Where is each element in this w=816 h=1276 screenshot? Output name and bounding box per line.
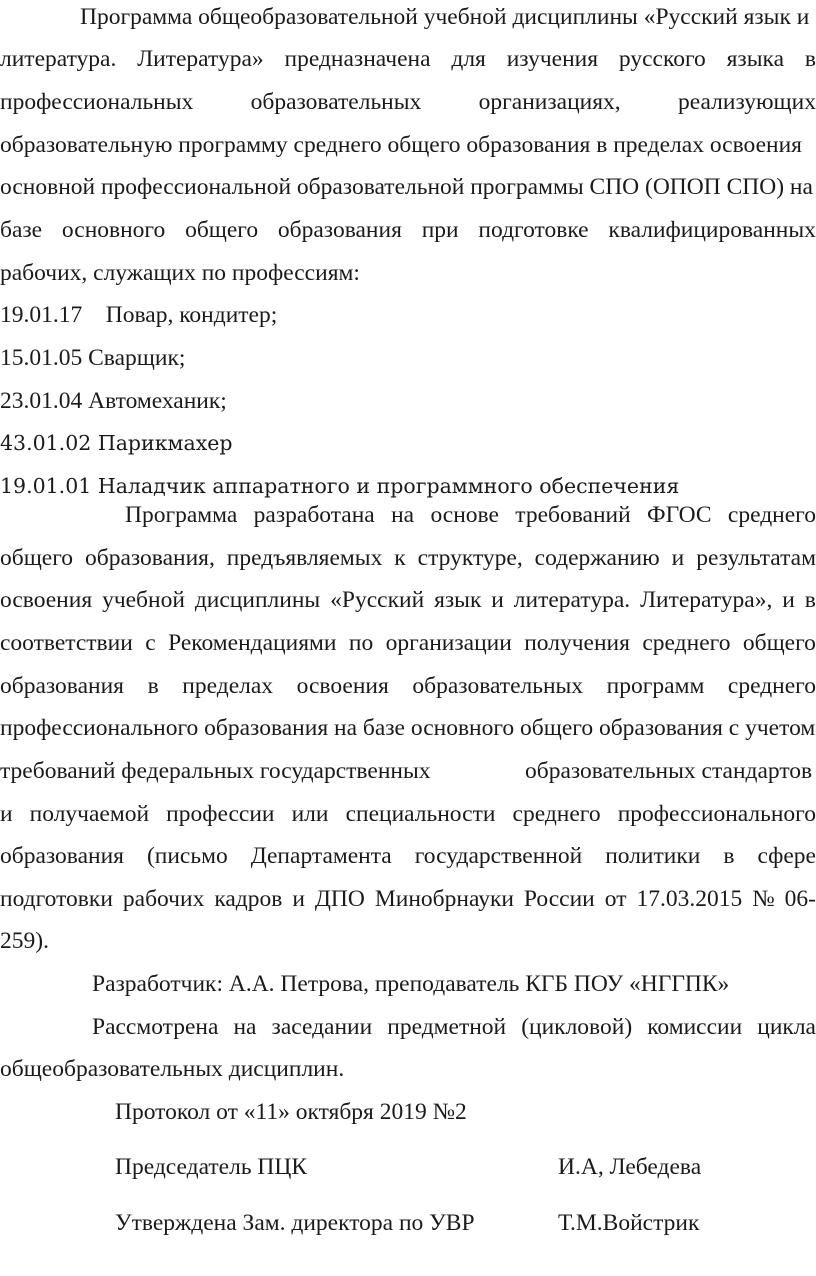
- word: кадров: [214, 886, 283, 912]
- word: сфере: [757, 843, 816, 869]
- word: разработана: [253, 502, 375, 528]
- word: литература.: [513, 587, 631, 613]
- word: и: [671, 545, 685, 571]
- word: и: [491, 587, 504, 613]
- word: пределах: [182, 673, 274, 699]
- word: Литература»: [137, 46, 264, 72]
- word: подготовке: [478, 217, 589, 243]
- word: освоения: [296, 673, 389, 699]
- paragraph-2-line-7b: образовательных стандартов: [525, 758, 813, 784]
- word: языка: [726, 46, 784, 72]
- paragraph-1-line-5: основной профессиональной образовательной программы СПО (ОПОП СПО) на: [0, 174, 813, 200]
- word: основе: [430, 502, 499, 528]
- paragraph-2-line-6: профессионального образования на базе основного общего образования с учетом: [0, 715, 816, 741]
- word: для: [451, 46, 486, 72]
- word: среднего: [512, 801, 601, 827]
- word: профессии: [166, 801, 275, 827]
- paragraph-2-line-10: [0, 884, 816, 914]
- word: учебной: [102, 587, 185, 613]
- profession-code: 23.01.04: [0, 388, 83, 414]
- profession-name: Парикмахер: [97, 431, 233, 455]
- paragraph-1-line-4: образовательную программу среднего общего образования в пределах освоения: [0, 132, 802, 158]
- word: профессиональных: [0, 89, 194, 115]
- word: образовательных: [250, 89, 422, 115]
- protocol-line: Протокол от «11» октября 2019 №2: [115, 1099, 467, 1125]
- profession-item: [0, 386, 227, 416]
- word: общего: [742, 630, 816, 656]
- word: и: [782, 587, 795, 613]
- word: 06-: [784, 886, 816, 912]
- word: получения: [524, 630, 630, 656]
- paragraph-1-line-2: [0, 44, 816, 74]
- word: реализующих: [678, 89, 816, 115]
- paragraph-1-line-7: рабочих, служащих по профессиям:: [0, 260, 360, 286]
- word: организации: [385, 630, 512, 656]
- paragraph-2-line-9: [0, 841, 816, 871]
- profession-item: [0, 428, 233, 458]
- paragraph-2-line-3: [0, 585, 816, 615]
- word: среднего: [727, 502, 816, 528]
- chair-title: Председатель ПЦК: [115, 1154, 308, 1180]
- word: цикла: [757, 1014, 816, 1040]
- word: базе: [0, 217, 43, 243]
- word: язык: [434, 587, 482, 613]
- word: образования,: [85, 545, 215, 571]
- word: государственной: [414, 843, 583, 869]
- word: или: [291, 801, 329, 827]
- word: на: [391, 502, 415, 528]
- profession-code: 43.01.02: [0, 431, 92, 455]
- word: образования: [0, 673, 124, 699]
- word: в: [804, 587, 816, 613]
- word: Рассмотрена: [92, 1014, 219, 1040]
- paragraph-2-line-7a: требований федеральных государственных: [0, 758, 431, 784]
- word: предъявляемых: [226, 545, 383, 571]
- profession-code: 15.01.05: [0, 345, 83, 371]
- word: при: [421, 217, 459, 243]
- profession-item: [0, 300, 277, 330]
- word: ФГОС: [647, 502, 712, 528]
- word: получаемой: [29, 801, 150, 827]
- word: русского: [618, 46, 706, 72]
- paragraph-2-line-1: [125, 500, 816, 530]
- word: среднего: [642, 630, 731, 656]
- word: к: [394, 545, 406, 571]
- approved-name: Т.М.Войстрик: [558, 1210, 700, 1236]
- word: от: [604, 886, 627, 912]
- word: дисциплины: [194, 587, 321, 613]
- word: и: [0, 801, 13, 827]
- word: специальности: [345, 801, 496, 827]
- word: комиссии: [647, 1014, 743, 1040]
- word: освоения: [0, 587, 93, 613]
- word: структуре,: [417, 545, 523, 571]
- word: Департамента: [250, 843, 392, 869]
- word: основного: [61, 217, 166, 243]
- word: (письмо: [146, 843, 228, 869]
- paragraph-2-line-5: [0, 671, 816, 701]
- developer-line: Разработчик: А.А. Петрова, преподаватель КГБ ПОУ «НГГПК»: [92, 971, 730, 997]
- word: предметной: [387, 1014, 507, 1040]
- approved-title: Утверждена Зам. директора по УВР: [115, 1210, 475, 1236]
- profession-name: Сварщик;: [88, 345, 186, 371]
- word: России: [523, 886, 595, 912]
- word: результатам: [696, 545, 816, 571]
- word: литература.: [0, 46, 117, 72]
- word: в: [804, 46, 816, 72]
- word: по: [348, 630, 374, 656]
- chair-name: И.А, Лебедева: [558, 1154, 702, 1180]
- word: №: [752, 886, 775, 912]
- word: рабочих: [122, 886, 205, 912]
- profession-name: Повар, кондитер;: [105, 302, 278, 328]
- word: предназначена: [284, 46, 431, 72]
- paragraph-2-line-4: [0, 628, 816, 658]
- word: требований: [515, 502, 631, 528]
- word: и: [292, 886, 305, 912]
- word: Рекомендациями: [168, 630, 337, 656]
- profession-item: [0, 471, 679, 501]
- word: Программа: [125, 502, 238, 528]
- word: Литература»,: [640, 587, 773, 613]
- paragraph-2-line-8: [0, 799, 816, 829]
- word: в: [147, 673, 159, 699]
- word: политики: [605, 843, 701, 869]
- word: «Русский: [330, 587, 425, 613]
- word: образования: [0, 843, 124, 869]
- word: изучения: [506, 46, 599, 72]
- profession-name: Автомеханик;: [88, 388, 227, 414]
- paragraph-2-line-11: 259).: [0, 928, 49, 954]
- word: 17.03.2015: [636, 886, 743, 912]
- word: соответствии: [0, 630, 133, 656]
- word: заседании: [271, 1014, 373, 1040]
- paragraph-2-line-2: [0, 543, 816, 573]
- word: ДПО: [314, 886, 365, 912]
- word: образовательных: [412, 673, 584, 699]
- word: среднего: [727, 673, 816, 699]
- review-line-1: [92, 1012, 816, 1042]
- profession-code: 19.01.17: [0, 302, 83, 328]
- word: организациях,: [478, 89, 621, 115]
- word: образования: [277, 217, 402, 243]
- word: профессионального: [617, 801, 816, 827]
- word: в: [723, 843, 735, 869]
- word: подготовки: [0, 886, 113, 912]
- word: программ: [606, 673, 705, 699]
- paragraph-1-line-6: [0, 215, 816, 245]
- profession-code: 19.01.01: [0, 474, 92, 498]
- word: Минобрнауки: [374, 886, 514, 912]
- word: (цикловой): [521, 1014, 633, 1040]
- paragraph-1-line-3: [0, 87, 816, 117]
- word: на: [233, 1014, 257, 1040]
- profession-name: Наладчик аппаратного и программного обеспечения: [97, 474, 680, 498]
- review-line-2: общеобразовательных дисциплин.: [0, 1056, 345, 1082]
- word: общего: [185, 217, 259, 243]
- word: квалифицированных: [608, 217, 816, 243]
- word: содержанию: [534, 545, 660, 571]
- paragraph-1-line-1: Программа общеобразовательной учебной дисциплины «Русский язык и: [80, 4, 810, 30]
- word: общего: [0, 545, 74, 571]
- word: с: [145, 630, 156, 656]
- profession-item: [0, 343, 185, 373]
